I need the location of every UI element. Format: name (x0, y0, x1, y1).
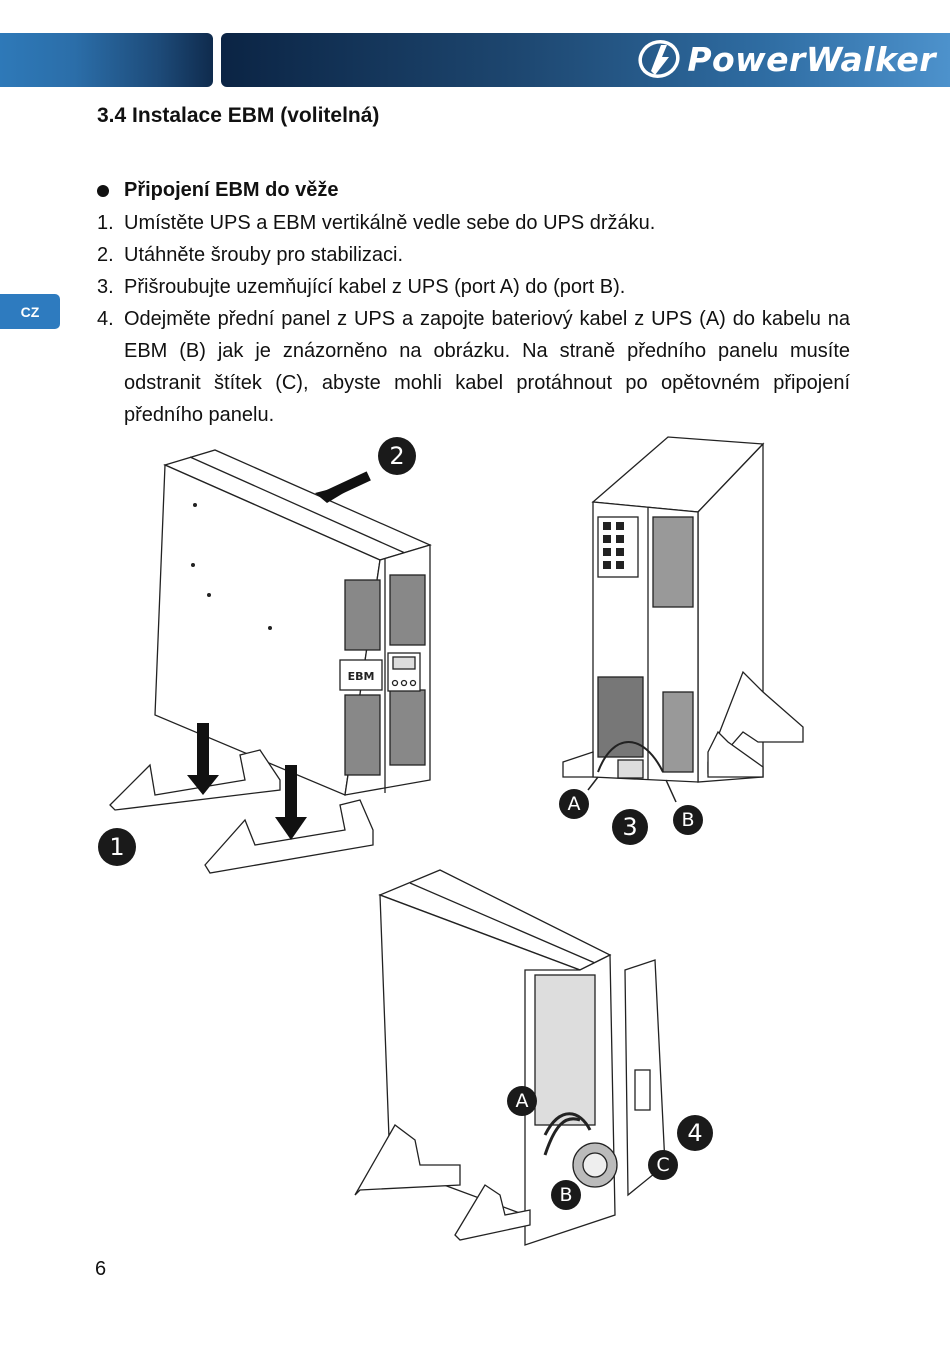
svg-text:C: C (656, 1154, 670, 1176)
step-number: 4. (97, 308, 114, 330)
step-badge-4 (677, 1115, 713, 1151)
port-label-a (507, 1086, 537, 1116)
step-text: Odejměte přední panel z UPS a zapojte bateriový kabel z UPS (A) do kabelu na EBM (B) jak je znázorněno na obrázku. Na straně předního panelu musíte odstranit štítek (C), abyste mohli kabel protáhnout po opětovném připojení předního panelu. (124, 308, 850, 426)
svg-text:B: B (559, 1184, 573, 1206)
step-badge-2 (378, 437, 416, 475)
step-badge-3 (612, 809, 648, 845)
svg-text:1: 1 (109, 833, 125, 861)
port-label-b (551, 1180, 581, 1210)
section-title: 3.4 Instalace EBM (volitelná) (97, 104, 380, 127)
svg-text:B: B (681, 809, 695, 831)
brand-name: PowerWalker (687, 39, 936, 79)
language-tab: CZ (0, 294, 60, 329)
subheading (97, 179, 338, 202)
step-text: Utáhněte šrouby pro stabilizaci. (124, 244, 404, 266)
step-badge-1 (98, 828, 136, 866)
step-number: 3. (97, 276, 114, 298)
svg-text:A: A (567, 793, 581, 815)
svg-text:4: 4 (687, 1119, 703, 1147)
step-number: 2. (97, 244, 114, 266)
label-c (648, 1150, 678, 1180)
step-item (97, 207, 850, 239)
page-number: 6 (95, 1258, 107, 1280)
step-number: 1. (97, 212, 114, 234)
step-text: Přišroubujte uzemňující kabel z UPS (port A) do (port B). (124, 276, 626, 298)
ebm-device-label: EBM (347, 670, 375, 683)
svg-text:3: 3 (622, 813, 638, 841)
figure-tower-stand-install (95, 435, 440, 875)
port-label-b (673, 805, 703, 835)
svg-text:2: 2 (389, 442, 405, 470)
figure-rear-ground-cable (558, 432, 808, 847)
steps-list (97, 207, 850, 431)
step-text: Umístěte UPS a EBM vertikálně vedle sebe do UPS držáku. (124, 212, 656, 234)
bullet-icon (97, 185, 109, 197)
header-bar-left (0, 33, 213, 87)
powerwalker-logo-icon (637, 37, 681, 81)
brand-logo (637, 36, 936, 82)
svg-text:A: A (515, 1090, 529, 1112)
figure-battery-cable-connect (350, 865, 720, 1255)
step-item (97, 303, 850, 431)
port-label-a (559, 789, 589, 819)
step-item (97, 239, 850, 271)
subheading-text: Připojení EBM do věže (124, 179, 339, 201)
step-item (97, 271, 850, 303)
